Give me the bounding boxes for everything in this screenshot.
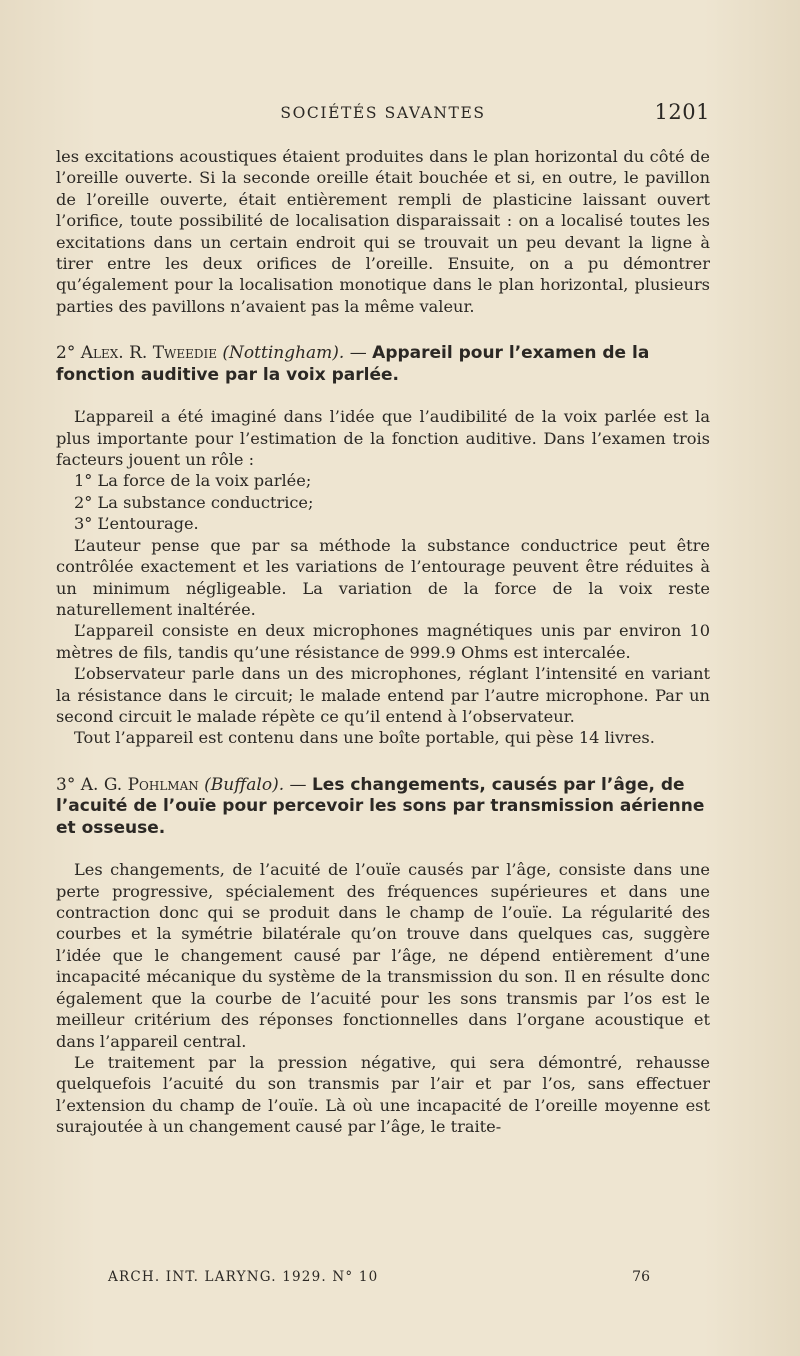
sheet-number: 76	[632, 1269, 650, 1285]
section-2-paragraph-5: Tout l’appareil est contenu dans une boîte portable, qui pèse 14 livres.	[74, 728, 655, 748]
journal-reference: ARCH. INT. LARYNG. 1929. N° 10	[108, 1269, 379, 1285]
intro-paragraph: les excitations acoustiques étaient produites dans le plan horizontal du côté de l’oreille ouverte. Si la seconde oreille était bouchée et si, en outre, le pavillon de l’oreille ouverte, était entièrement rempli de plasticine laissant ouvert l’orifice, toute possibilité de localisation disparaissait : on a localisé toutes les excitations dans un certain endroit qui se trouvait un peu devant la ligne à tirer entre les deux orifices de l’oreille. Ensuite, on a pu démontrer qu’également pour la localisation monotique dans le plan horizontal, plusieurs parties des pavillons n’avaient pas la même valeur.	[56, 147, 710, 316]
running-title: SOCIÉTÉS SAVANTES	[280, 104, 486, 122]
page-number: 1201	[654, 100, 710, 124]
section-2-paragraph-2: L’auteur pense que par sa méthode la substance conductrice peut être contrôlée exactement et les variations de l’entourage peuvent être réduites à un minimum négligeable. La variation de la force de la voix reste naturellement inaltérée.	[56, 535, 710, 619]
section-2-heading	[56, 343, 710, 386]
section-3-place: (Buffalo).	[204, 774, 285, 795]
article-body	[56, 146, 710, 1138]
section-2-dash: —	[344, 343, 373, 364]
factor-item: 1° La force de la voix parlée;	[74, 471, 312, 491]
section-3-author: A. G. Pohlman	[80, 774, 199, 795]
section-2-author: Alex. R. Tweedie	[80, 343, 218, 364]
section-2-paragraph-4: L’observateur parle dans un des microphones, réglant l’intensité en variant la résistance dans le circuit; le malade entend par l’autre microphone. Par un second circuit le malade répète ce qu’il entend à l’observateur.	[56, 664, 710, 726]
section-2-paragraph-1: L’appareil a été imaginé dans l’idée que l’audibilité de la voix parlée est la plus importante pour l’estimation de la fonction auditive. Dans l’examen trois facteurs jouent un rôle :	[56, 407, 710, 470]
section-3-title: Les changements, causés par l’âge, de l’acuité de l’ouïe pour percevoir les sons par transmission aérienne et osseuse.	[56, 774, 705, 838]
section-3-paragraph-2: Le traitement par la pression négative, qui sera démontré, rehausse quelquefois l’acuité du son transmis par l’air et par l’os, sans effectuer l’extension du champ de l’ouïe. Là où une incapacité de l’oreille moyenne est surajoutée à un changement causé par l’âge, le traite-	[56, 1052, 710, 1137]
factor-item: 3° L’entourage.	[74, 514, 199, 534]
section-2-place: (Nottingham).	[222, 343, 345, 364]
page-footer	[108, 1269, 650, 1289]
factor-item: 2° La substance conductrice;	[74, 492, 314, 512]
section-3-dash: —	[284, 774, 312, 795]
page-header	[56, 100, 710, 130]
section-3-heading	[56, 775, 710, 840]
section-3-paragraph-1: Les changements, de l’acuité de l’ouïe causés par l’âge, consiste dans une perte progressive, spécialement des fréquences supérieures et dans une contraction donc qui se produit dans le champ de l’ouïe. La régularité des courbes et la symétrie bilatérale qu’on trouve dans quelques cas, suggère l’idée que le changement causé par l’âge, ne dépend entièrement d’une incapacité mécanique du système de la transmission du son. Il en résulte donc également que la courbe de l’acuité pour les sons transmis par l’os est le meilleur critérium des réponses fonctionnelles dans l’organe acoustique et dans l’appareil central.	[56, 860, 710, 1051]
section-2-title: Appareil pour l’examen de la fonction auditive par la voix parlée.	[56, 343, 650, 385]
section-2-paragraph-3: L’appareil consiste en deux microphones magnétiques unis par environ 10 mètres de fils, tandis qu’une résistance de 999.9 Ohms est intercalée.	[56, 621, 710, 662]
section-3-number: 3°	[56, 774, 81, 795]
section-2-number: 2°	[56, 343, 81, 364]
